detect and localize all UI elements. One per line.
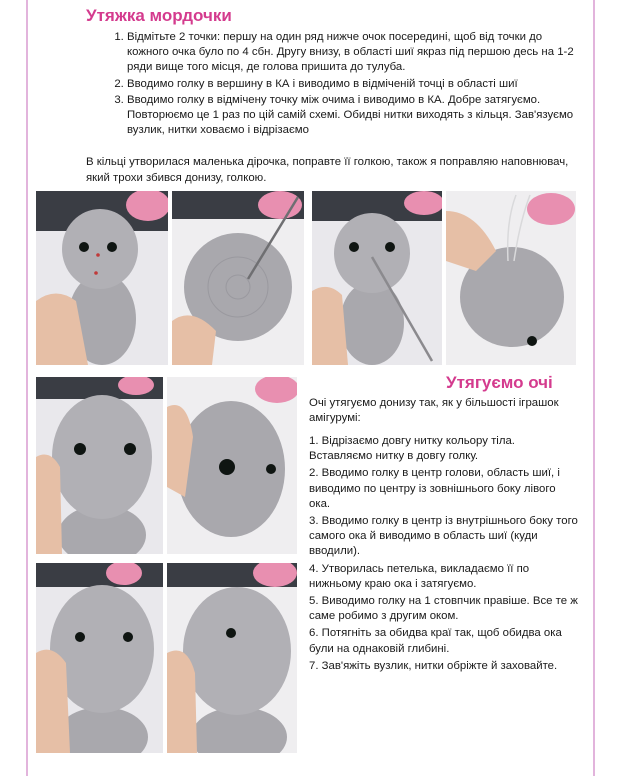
- step-item: 2. Вводимо голку в центр голови, область шиї, і виводимо по центру із зовнішнього боку лівого ока.: [309, 467, 560, 510]
- step-item: 4. Утворилась петелька, викладаємо її по нижньому краю ока і затягуємо.: [309, 562, 530, 590]
- page-frame-left: [26, 0, 28, 776]
- section-title-face-shaping: Утяжка мордочки: [86, 6, 232, 25]
- photo-eye-side: [167, 377, 297, 554]
- step-item: 5. Виводимо голку на 1 стовпчик правіше. Все те ж саме робимо з другим оком.: [309, 595, 578, 623]
- step-item: 2. Вводимо голку в вершину в КА і виводимо в відміченій точці в області шиї: [127, 77, 575, 92]
- step-item: 1. Відмітьте 2 точки: першу на один ряд нижче очок посередині, щоб від точки до кожного очка було по 4 сбн. Другу внизу, в області шиї якраз під першою десь на 1-2 ряди вище того місця, де голова пришита до тулуба.: [127, 30, 575, 76]
- photo-doll-front-marked: [36, 191, 168, 365]
- step-item: 1. Відрізаємо довгу нитку кольору тіла. Вставляємо нитку в довгу голку.: [309, 435, 515, 463]
- photo-eyes-tightened: [36, 563, 163, 753]
- face-shaping-note: В кільці утворилася маленька дірочка, поправте її голкою, також я поправляю наповнювач, який трохи збився донизу, голкою.: [86, 156, 569, 184]
- face-shaping-steps: [107, 30, 575, 139]
- page-frame-right: [593, 0, 595, 776]
- photo-head-top-threads: [446, 191, 576, 365]
- step-item: 3. Вводимо голку в відмічену точку між очима і виводимо в КА. Добре затягуємо. Повторюємо це 1 раз по цій самій схемі. Обидві нитки виходять з кільця. Зав'язуємо вузлик, нитки ховаємо і відрізаємо: [127, 93, 575, 139]
- photo-eyes-front: [36, 377, 163, 554]
- eye-shaping-steps: [309, 434, 579, 676]
- step-item: 3. Вводимо голку в центр із внутрішнього боку того самого ока й виводимо в область шиї (куди вводили).: [309, 515, 578, 558]
- step-item: 7. Зав'яжіть вузлик, нитки обріжте й заховайте.: [309, 659, 558, 672]
- photo-eyes-side-tightened: [167, 563, 297, 753]
- section-title-eye-shaping: Утягуємо очі: [446, 373, 553, 392]
- photo-head-top-needle: [172, 191, 304, 365]
- photo-doll-needle-face: [312, 191, 442, 365]
- eye-shaping-intro: Очі утягуємо донизу так, як у більшості іграшок амігурумі:: [309, 397, 559, 425]
- step-item: 6. Потягніть за обидва краї так, щоб обидва ока були на однаковій глибині.: [309, 627, 562, 655]
